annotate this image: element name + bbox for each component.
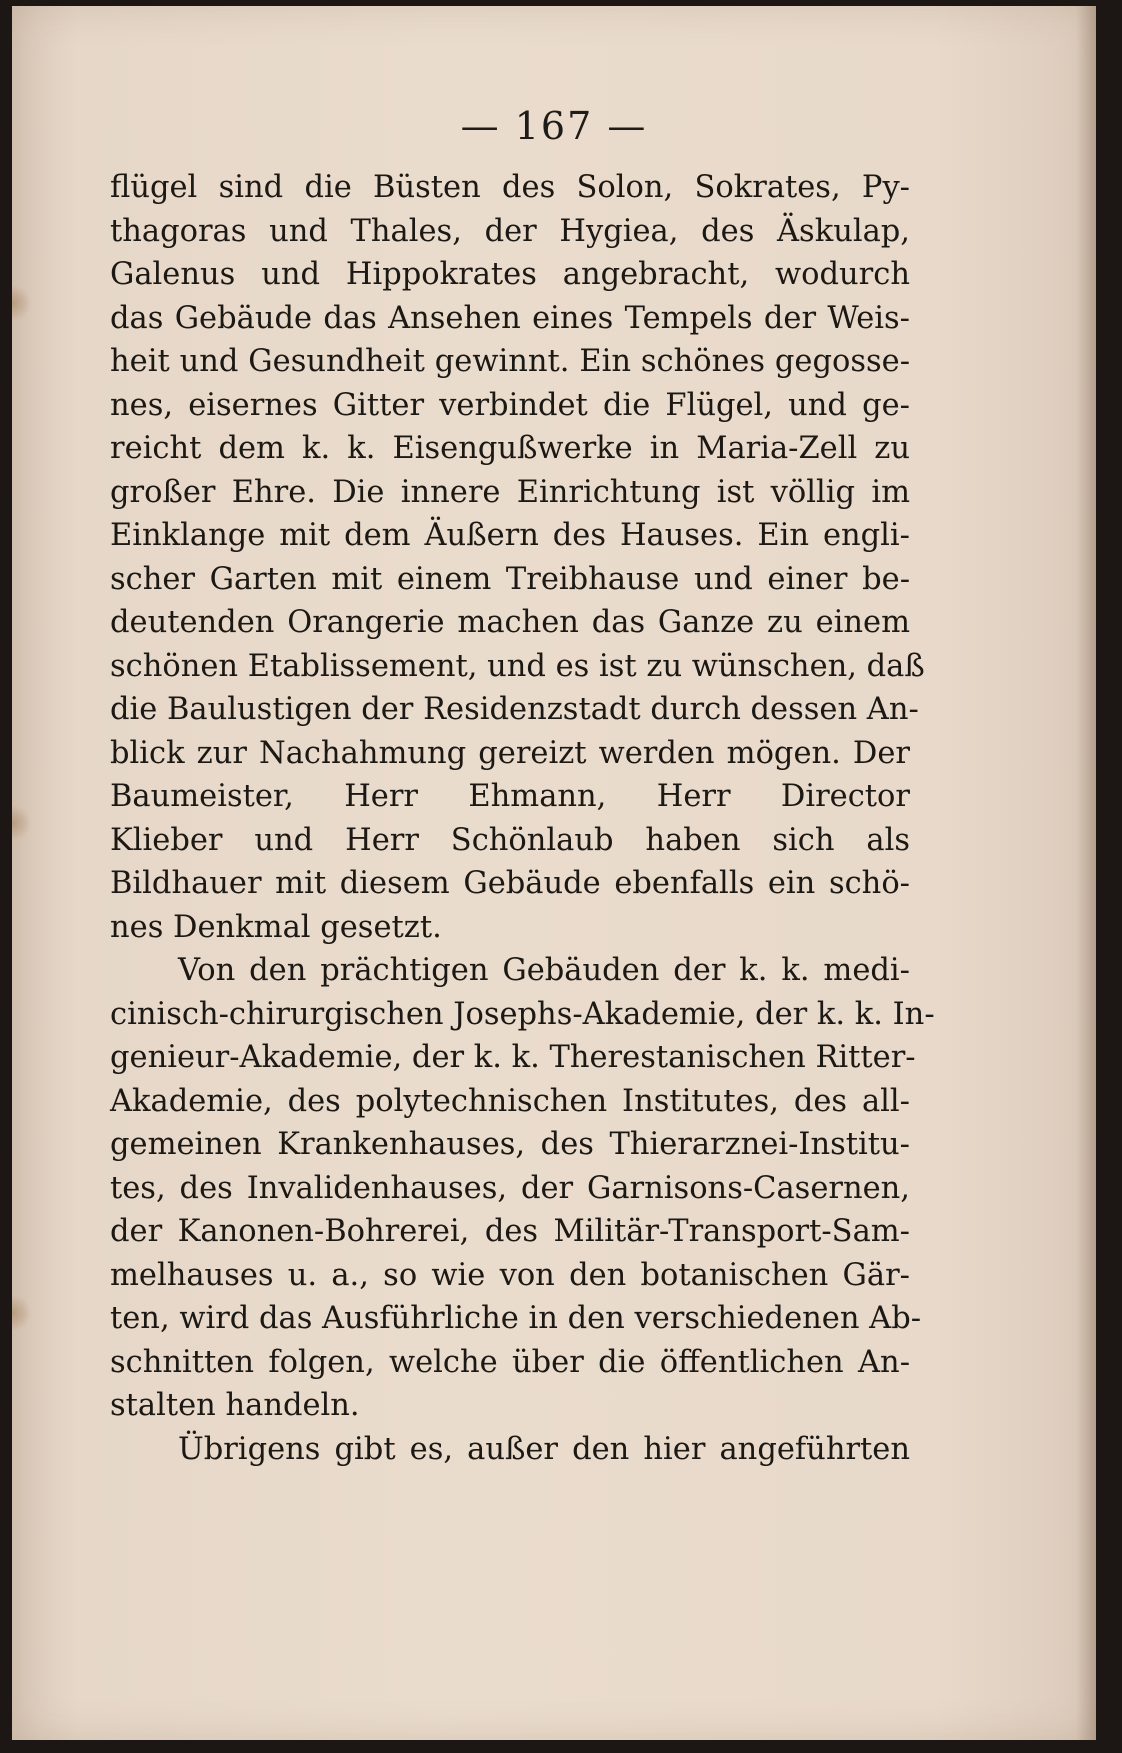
- body-text: [110, 166, 935, 1471]
- text-line: Von den prächtigen Gebäuden der k. k. medi-: [178, 953, 910, 988]
- text-line: nes, eisernes Gitter verbindet die Flügel, und ge-: [110, 387, 910, 423]
- text-line: der Kanonen-Bohrerei, des Militär-Transport-Sam-: [110, 1214, 910, 1249]
- text-line: tes, des Invalidenhauses, der Garnisons-Casernen,: [110, 1170, 910, 1206]
- text-line: nes Denkmal gesetzt.: [110, 909, 442, 945]
- text-line: scher Garten mit einem Treibhause und einer be-: [110, 561, 910, 597]
- text-line: die Baulustigen der Residenzstadt durch dessen An-: [110, 692, 919, 727]
- text-line: heit und Gesundheit gewinnt. Ein schönes gegosse-: [110, 344, 910, 379]
- text-line: schönen Etablissement, und es ist zu wünschen, daß: [110, 648, 925, 684]
- text-line: das Gebäude das Ansehen eines Tempels der Weis-: [110, 300, 910, 336]
- text-line: großer Ehre. Die innere Einrichtung ist völlig im: [110, 474, 910, 510]
- paper-sheet: [12, 6, 1096, 1740]
- text-line: thagoras und Thales, der Hygiea, des Äskulap,: [110, 213, 910, 249]
- text-line: schnitten folgen, welche über die öffentlichen An-: [110, 1344, 910, 1380]
- text-line: blick zur Nachahmung gereizt werden mögen. Der: [110, 735, 910, 771]
- paper-stain: [12, 286, 30, 320]
- text-line: Einklange mit dem Äußern des Hauses. Ein engli-: [110, 518, 910, 553]
- text-line: deutenden Orangerie machen das Ganze zu einem: [110, 605, 910, 640]
- text-line: Übrigens gibt es, außer den hier angeführten: [178, 1431, 910, 1467]
- text-line: Galenus und Hippokrates angebracht, wodurch: [110, 257, 910, 292]
- text-line: reicht dem k. k. Eisengußwerke in Maria-Zell zu: [110, 431, 910, 466]
- text-line: gemeinen Krankenhauses, des Thierarznei-Institu-: [110, 1127, 910, 1162]
- page-number: — 167 —: [460, 104, 648, 148]
- text-line: Klieber und Herr Schönlaub haben sich als: [110, 822, 910, 858]
- text-line: Bildhauer mit diesem Gebäude ebenfalls ein schö-: [110, 866, 910, 901]
- paper-stain: [12, 1296, 30, 1330]
- text-line: cinisch-chirurgischen Josephs-Akademie, der k. k. In-: [110, 996, 935, 1032]
- text-line: ten, wird das Ausführliche in den verschiedenen Ab-: [110, 1301, 922, 1336]
- text-line: Baumeister, Herr Ehmann, Herr Director: [110, 779, 910, 814]
- text-line: genieur-Akademie, der k. k. Therestanischen Ritter-: [110, 1040, 916, 1075]
- paper-stain: [12, 806, 30, 840]
- text-line: flügel sind die Büsten des Solon, Sokrates, Py-: [110, 170, 910, 205]
- text-line: Akademie, des polytechnischen Institutes, des all-: [110, 1083, 910, 1119]
- text-line: stalten handeln.: [110, 1388, 360, 1423]
- text-line: melhauses u. a., so wie von den botanischen Gär-: [110, 1257, 910, 1293]
- page-edge-shadow: [1076, 6, 1096, 1740]
